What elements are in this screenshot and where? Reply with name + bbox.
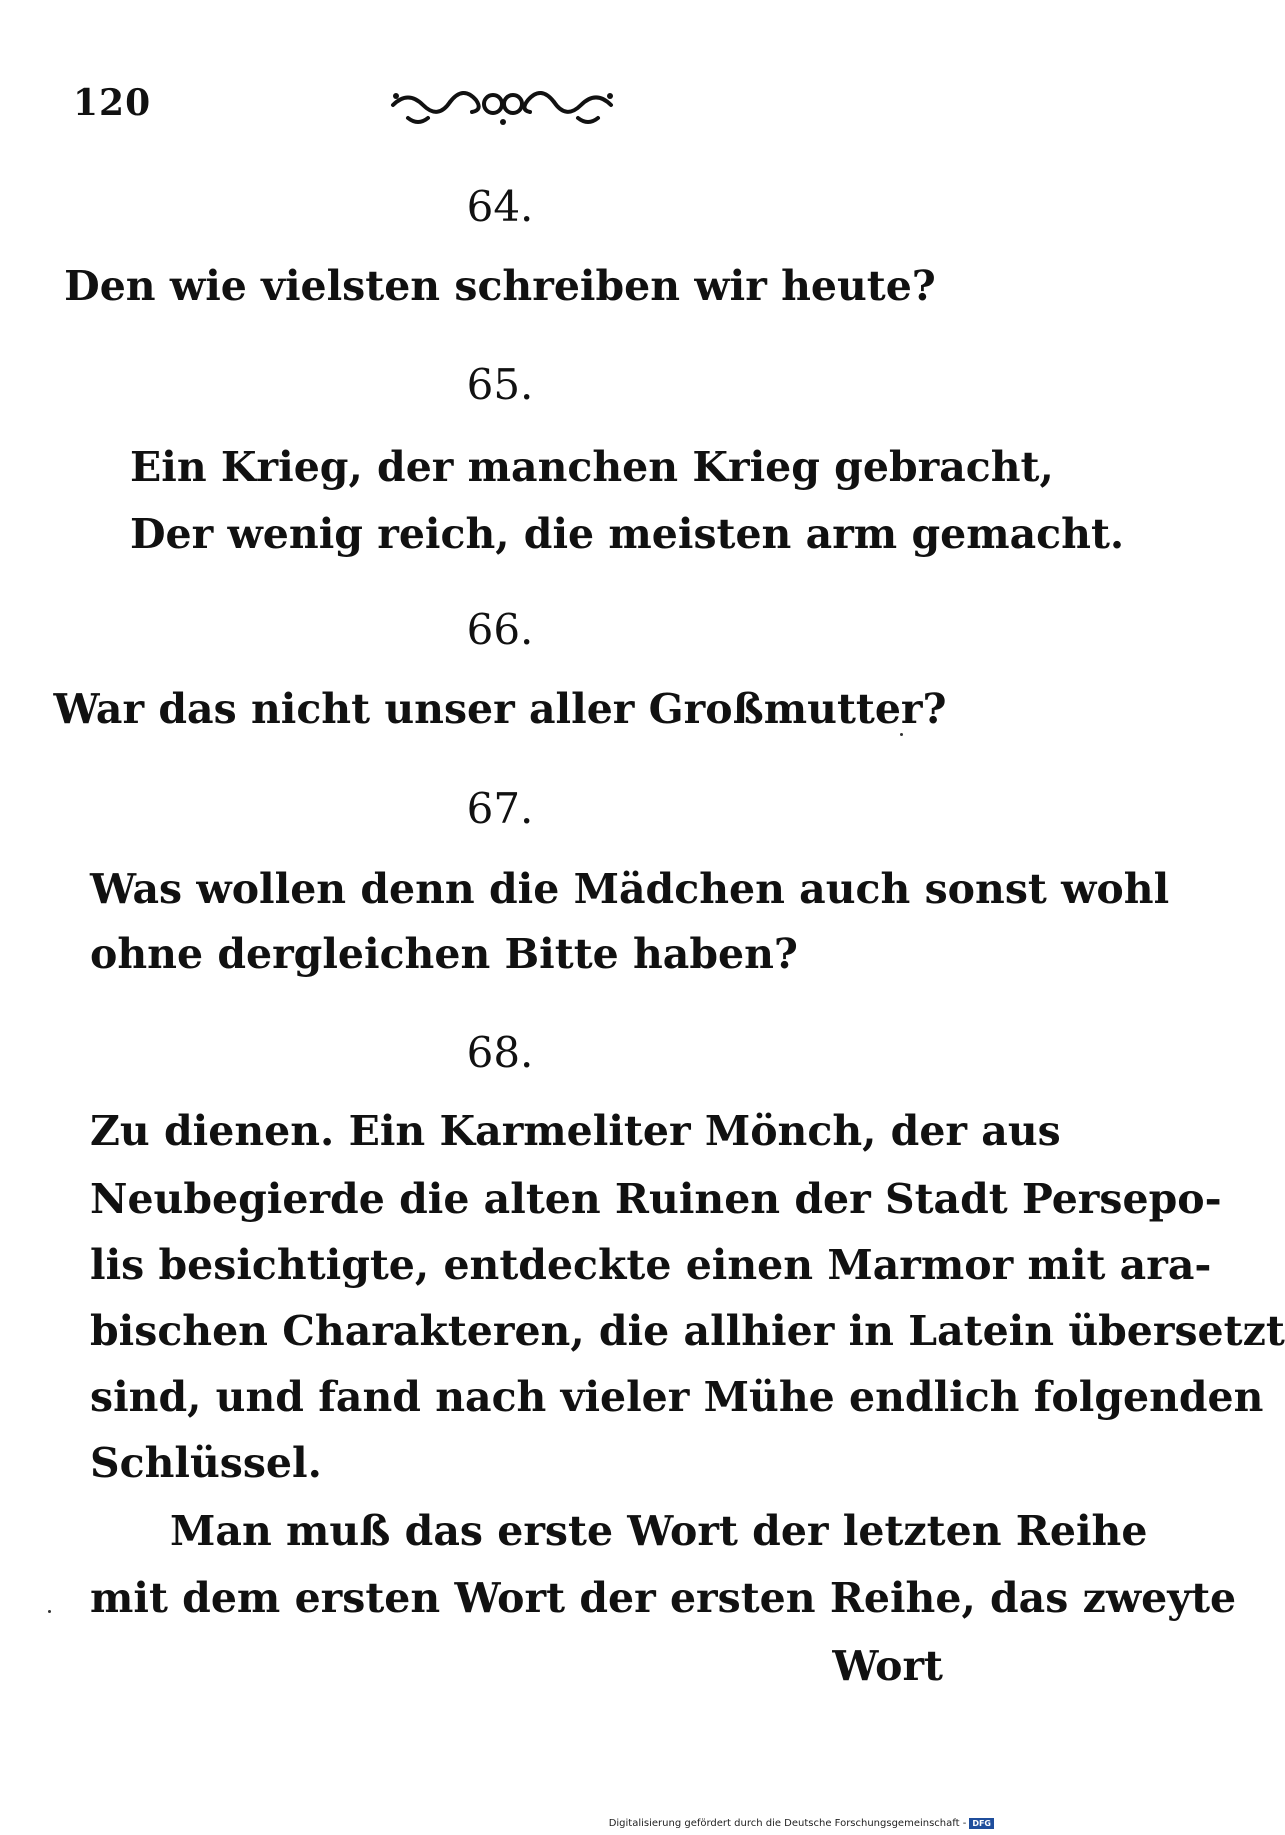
page-number: 120 xyxy=(73,82,152,124)
entry-text-line: bischen Charakteren, die allhier in Latein übersetzt xyxy=(90,1307,1285,1355)
dfg-logo-icon: DFG xyxy=(969,1818,994,1829)
entry-number: 66. xyxy=(466,605,534,654)
ornament-icon xyxy=(388,80,618,130)
entry-text-line: Schlüssel. xyxy=(90,1439,322,1487)
speck xyxy=(900,733,903,736)
entry-number: 64. xyxy=(466,182,534,231)
entry-text-line: ohne dergleichen Bitte haben? xyxy=(90,930,798,978)
entry-number: 68. xyxy=(466,1028,534,1077)
entry-text-line: Den wie vielsten schreiben wir heute? xyxy=(64,262,936,310)
credit-text: Digitalisierung gefördert durch die Deutsche Forschungsgemeinschaft - xyxy=(608,1818,967,1829)
digitization-credit xyxy=(609,1818,994,1829)
entry-number: 65. xyxy=(466,360,534,409)
catchword: Wort xyxy=(832,1642,943,1690)
entry-text-line: Man muß das erste Wort der letzten Reihe xyxy=(170,1507,1148,1555)
entry-text-line: mit dem ersten Wort der ersten Reihe, das zweyte xyxy=(90,1574,1237,1622)
entry-text-line: Neubegierde die alten Ruinen der Stadt Persepo- xyxy=(90,1175,1222,1223)
entry-text-line: sind, und fand nach vieler Mühe endlich folgenden xyxy=(90,1373,1264,1421)
entry-text-line: lis besichtigte, entdeckte einen Marmor mit ara- xyxy=(90,1241,1212,1289)
entry-text-line: Ein Krieg, der manchen Krieg gebracht, xyxy=(130,443,1054,491)
speck xyxy=(48,1610,51,1613)
entry-text-line: Was wollen denn die Mädchen auch sonst wohl xyxy=(90,865,1170,913)
entry-number: 67. xyxy=(466,784,534,833)
entry-text-line: War das nicht unser aller Großmutter? xyxy=(53,685,947,733)
entry-text-line: Zu dienen. Ein Karmeliter Mönch, der aus xyxy=(90,1107,1061,1155)
entry-text-line: Der wenig reich, die meisten arm gemacht. xyxy=(130,510,1125,558)
